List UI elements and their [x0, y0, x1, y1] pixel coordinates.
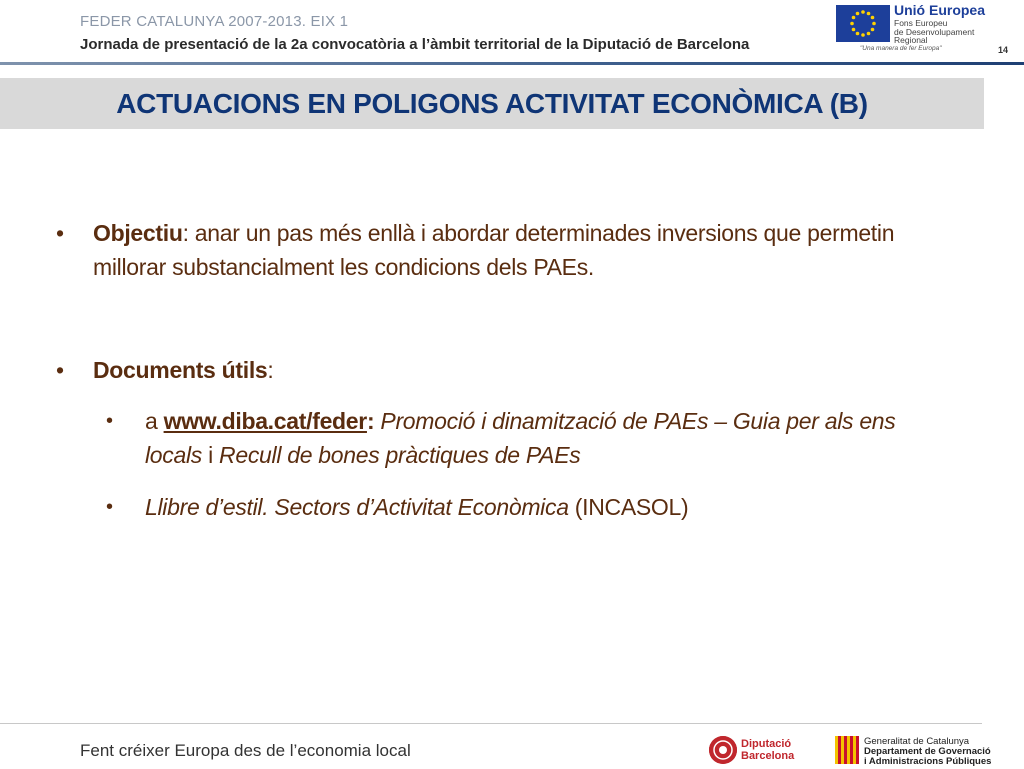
- sub-bullet-llibre: [106, 490, 956, 524]
- sub-bullet-diba: [106, 404, 956, 472]
- link-suffix: :: [366, 408, 375, 434]
- bullet-text: [93, 216, 956, 284]
- doc-title-llibre: Llibre d’estil. Sectors d’Activitat Econòmica: [145, 494, 569, 520]
- bullet-glyph: •: [56, 357, 64, 383]
- bullet-body: : anar un pas més enllà i abordar determinades inversions que permetin millorar substancialment les condicions dels PAEs.: [93, 220, 895, 280]
- bullet-label: Documents útils: [93, 357, 268, 383]
- eu-flag-icon: [836, 5, 890, 42]
- bullet-objectiu: [56, 216, 956, 284]
- bullet-label: Objectiu: [93, 220, 183, 246]
- sub-bullet-suffix: (INCASOL): [568, 494, 689, 520]
- eu-logo-motto: "Una manera de fer Europa": [860, 45, 942, 52]
- footer-divider: [0, 723, 982, 724]
- header-event-title: Jornada de presentació de la 2a convocatòria a l’àmbit territorial de la Diputació de Barcelona: [80, 36, 750, 53]
- eu-logo-title: Unió Europea: [894, 2, 986, 18]
- eu-logo-sub-line: Fons Europeu: [894, 18, 948, 28]
- diputacio-logo-icon: [709, 736, 737, 764]
- eu-logo-sub-line: de Desenvolupament: [894, 26, 975, 37]
- connector: i: [202, 442, 220, 468]
- bullet-body: :: [267, 357, 274, 383]
- generalitat-line: Generalitat de Catalunya: [864, 736, 970, 747]
- bullet-documents: [56, 353, 956, 387]
- diba-feder-link[interactable]: www.diba.cat/feder: [163, 408, 367, 434]
- sub-bullet-text: [145, 490, 956, 524]
- diputacio-logo-text: [741, 738, 794, 762]
- sub-bullet-prefix: a: [145, 408, 164, 434]
- eu-logo-sub-line: Regional: [894, 35, 928, 45]
- slide-title: ACTUACIONS EN POLIGONS ACTIVITAT ECONÒMICA (B): [116, 88, 868, 119]
- diputacio-line: Barcelona: [741, 750, 795, 762]
- eu-logo-subtitle: [894, 19, 974, 45]
- generalitat-logo-text: [864, 737, 991, 767]
- sub-bullet-text: [145, 404, 956, 472]
- bullet-glyph: •: [56, 220, 64, 246]
- generalitat-logo-icon: [835, 736, 859, 764]
- page-number: 14: [998, 45, 1009, 55]
- sub-bullet-glyph: •: [106, 496, 113, 518]
- bullet-text: [93, 353, 956, 387]
- diputacio-line: Diputació: [741, 738, 792, 750]
- footer-slogan: Fent créixer Europa des de l’economia local: [80, 741, 411, 760]
- generalitat-line: i Administracions Públiques: [864, 756, 992, 767]
- doc-title-guia: Promoció i dinamització de PAEs – Guia per als ens locals: [145, 408, 896, 468]
- header-program: FEDER CATALUNYA 2007-2013. EIX 1: [80, 13, 349, 30]
- doc-title-recull: Recull de bones pràctiques de PAEs: [219, 442, 581, 468]
- generalitat-line: Departament de Governació: [864, 746, 991, 757]
- header-divider: [0, 62, 1024, 65]
- sub-bullet-glyph: •: [106, 410, 113, 432]
